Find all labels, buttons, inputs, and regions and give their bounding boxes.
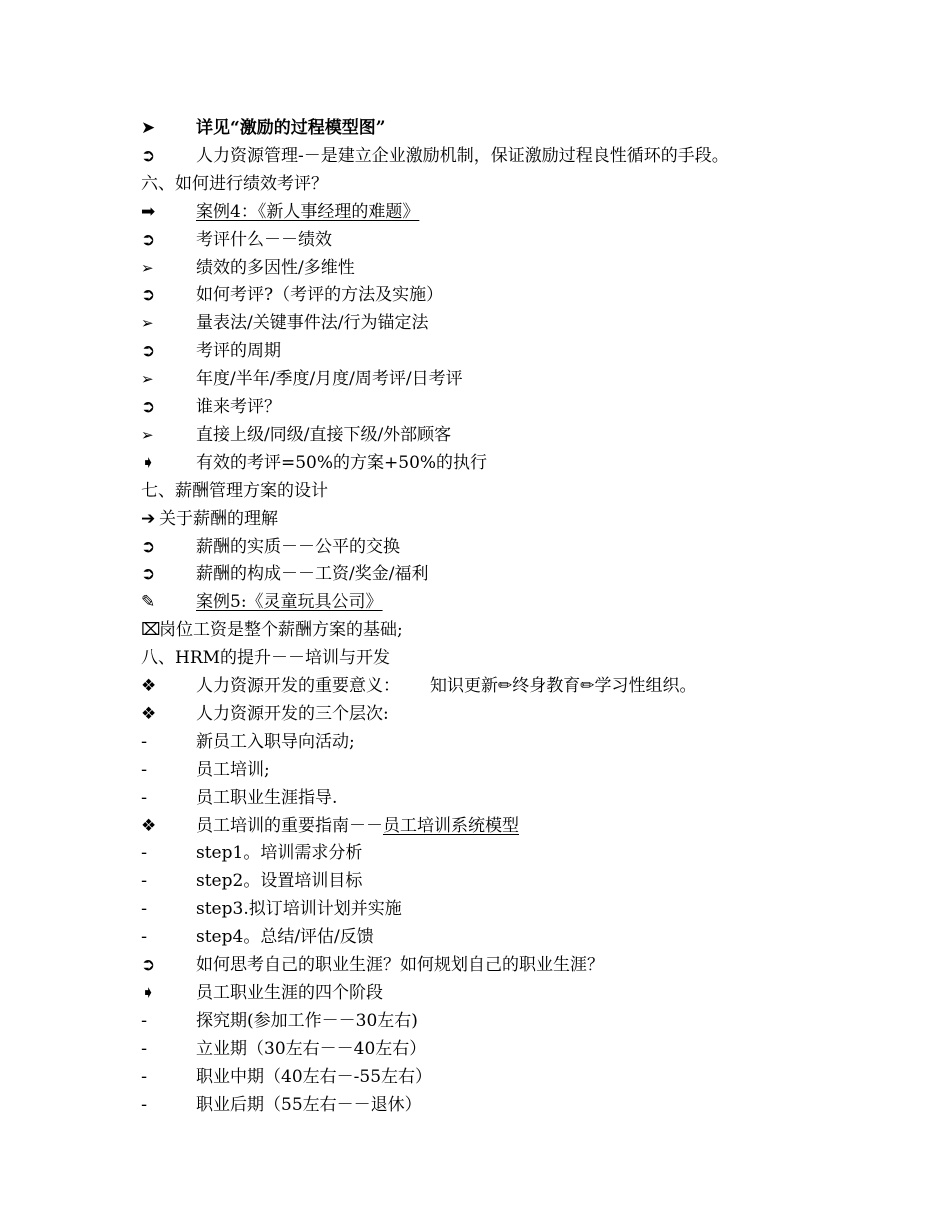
bullet-icon: ✎ bbox=[141, 592, 156, 613]
bullet-icon: - bbox=[141, 1010, 148, 1031]
bullet-icon: - bbox=[141, 871, 148, 892]
text-run: 薪酬的构成－－工资/奖金/福利 bbox=[196, 564, 429, 585]
text-run: 员工培训; bbox=[196, 759, 270, 780]
text-run: 谁来考评？ bbox=[196, 397, 281, 417]
line-text bbox=[196, 952, 604, 978]
line-text bbox=[196, 282, 443, 308]
text-run: step2。设置培训目标 bbox=[196, 871, 363, 892]
line-text bbox=[196, 980, 383, 1006]
bullet-icon: ➢ bbox=[141, 314, 154, 333]
bullet-icon: ➔ bbox=[141, 508, 156, 529]
line-text bbox=[141, 171, 328, 197]
line-text bbox=[141, 478, 328, 504]
line-text bbox=[196, 561, 428, 587]
text-run: 如何考评?（考评的方法及实施） bbox=[196, 285, 444, 306]
bullet-icon: ➲ bbox=[141, 229, 156, 250]
text-run: 薪酬的实质－－公平的交换 bbox=[196, 536, 400, 557]
bullet-icon: ➧ bbox=[141, 452, 156, 473]
line-text bbox=[196, 255, 355, 281]
bullet-icon: ❖ bbox=[141, 703, 157, 724]
text-run: 探究期(参加工作－－30左右) bbox=[196, 1010, 418, 1031]
line-text bbox=[196, 1092, 422, 1118]
underlined-text: 员工培训系统模型 bbox=[383, 815, 519, 836]
bullet-icon: ➲ bbox=[141, 564, 156, 585]
text-run: step3.拟订培训计划并实施 bbox=[196, 899, 402, 920]
text-run: 年度/半年/季度/月度/周考评/日考评 bbox=[196, 369, 463, 390]
bullet-icon: ➲ bbox=[141, 397, 156, 417]
bullet-icon: ➧ bbox=[141, 982, 156, 1003]
line-text bbox=[141, 645, 390, 671]
line-text bbox=[196, 868, 362, 894]
text-run: 六、如何进行绩效考评？ bbox=[141, 173, 328, 194]
line-text bbox=[196, 785, 337, 811]
text-run: 员工职业生涯指导. bbox=[196, 787, 338, 808]
text-run: 有效的考评=50%的方案+50%的执行 bbox=[196, 452, 488, 473]
line-text bbox=[196, 199, 419, 225]
line-text bbox=[196, 450, 487, 476]
line-text bbox=[196, 227, 332, 253]
bullet-icon: ➲ bbox=[141, 955, 156, 975]
text-run: 人力资源管理-－是建立企业激励机制，保证激励过程良性循环的手段。 bbox=[196, 145, 729, 166]
text-run: 员工培训的重要指南－－ bbox=[196, 815, 383, 836]
line-text bbox=[196, 1036, 426, 1062]
text-run: step4。总结/评估/反馈 bbox=[196, 927, 374, 948]
bullet-icon: ➲ bbox=[141, 145, 156, 166]
text-run: 人力资源开发的重要意义： bbox=[196, 676, 400, 696]
line-text bbox=[196, 1064, 432, 1090]
bullet-icon: - bbox=[141, 927, 148, 948]
text-run: 考评什么－－绩效 bbox=[196, 229, 332, 250]
line-text bbox=[196, 813, 519, 839]
bullet-icon: ➲ bbox=[141, 285, 156, 306]
line-text bbox=[196, 338, 281, 364]
text-run: 人力资源开发的三个层次: bbox=[196, 703, 389, 724]
bullet-icon: - bbox=[141, 1094, 148, 1115]
text-run: 立业期（30左右－－40左右） bbox=[196, 1038, 427, 1059]
text-run: 七、薪酬管理方案的设计 bbox=[141, 480, 328, 501]
line-text bbox=[196, 534, 400, 560]
line-text bbox=[196, 1008, 418, 1034]
bullet-icon: ❖ bbox=[141, 815, 157, 836]
text-run: 量表法/关键事件法/行为锚定法 bbox=[196, 313, 429, 334]
line-text bbox=[159, 617, 403, 643]
text-run: step1。培训需求分析 bbox=[196, 843, 363, 864]
bullet-icon: ➢ bbox=[141, 258, 154, 277]
line-text bbox=[196, 729, 355, 755]
text-run: 八、HRM的提升－－培训与开发 bbox=[141, 648, 391, 669]
line-text bbox=[196, 840, 362, 866]
underlined-text: 案例5:《灵童玩具公司》 bbox=[196, 592, 383, 613]
underlined-text: 案例4：《新人事经理的难题》 bbox=[196, 201, 420, 222]
text-run: 职业后期（55左右－－退休） bbox=[196, 1094, 422, 1115]
text-run: 关于薪酬的理解 bbox=[159, 508, 278, 529]
bullet-icon: - bbox=[141, 899, 148, 920]
text-run: 如何思考自己的职业生涯？如何规划自己的职业生涯？ bbox=[196, 955, 604, 975]
text-run: 直接上级/同级/直接下级/外部顾客 bbox=[196, 424, 452, 445]
bullet-icon: - bbox=[141, 759, 148, 780]
line-text bbox=[196, 115, 386, 141]
line-text bbox=[196, 757, 270, 783]
bullet-icon: ➡ bbox=[141, 201, 156, 222]
line-text bbox=[159, 506, 278, 532]
text-run: 职业中期（40左右－-55左右） bbox=[196, 1066, 433, 1087]
text-run: 考评的周期 bbox=[196, 341, 281, 362]
line-text bbox=[196, 366, 463, 392]
text-run: 新员工入职导向活动; bbox=[196, 731, 355, 752]
text-run: 岗位工资是整个薪酬方案的基础; bbox=[159, 620, 403, 641]
line-text bbox=[196, 394, 281, 420]
line-text bbox=[196, 924, 374, 950]
bullet-icon: ➢ bbox=[141, 370, 154, 389]
line-text bbox=[196, 896, 402, 922]
bullet-icon: - bbox=[141, 843, 148, 864]
bullet-icon: - bbox=[141, 1038, 148, 1059]
bullet-icon: ❖ bbox=[141, 676, 157, 696]
line-text bbox=[196, 589, 383, 615]
bullet-icon: ➲ bbox=[141, 536, 156, 557]
text-run: 绩效的多因性/多维性 bbox=[196, 257, 355, 278]
bullet-icon: - bbox=[141, 787, 148, 808]
line-text bbox=[196, 143, 729, 169]
bullet-icon: ⌧ bbox=[141, 620, 161, 641]
bullet-icon: - bbox=[141, 731, 148, 752]
bullet-icon: ➢ bbox=[141, 425, 154, 444]
bullet-icon: ➤ bbox=[141, 118, 156, 138]
text-run: 员工职业生涯的四个阶段 bbox=[196, 982, 383, 1003]
bullet-icon: - bbox=[141, 1066, 148, 1087]
bullet-icon: ➲ bbox=[141, 341, 156, 362]
line-text bbox=[196, 422, 451, 448]
text-run: 详见“激励的过程模型图” bbox=[196, 118, 386, 138]
line-text bbox=[196, 310, 428, 336]
text-run: 知识更新✏终身教育✏学习性组织。 bbox=[430, 676, 697, 696]
line-text bbox=[196, 701, 389, 727]
line-text bbox=[196, 673, 697, 699]
